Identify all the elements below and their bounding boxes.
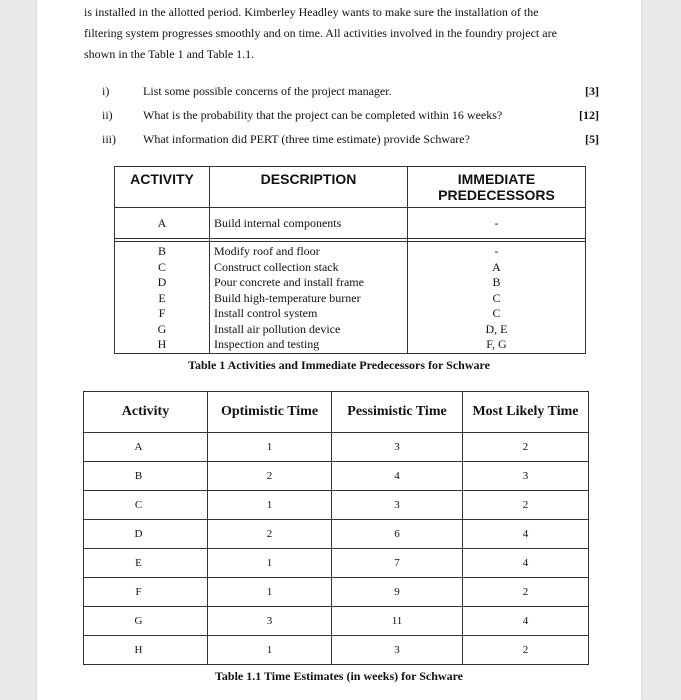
activity-predecessor: A: [492, 259, 501, 274]
activity-predecessor: D, E: [485, 321, 508, 336]
time-estimates-table: [83, 391, 589, 665]
intro-line: filtering system progresses smoothly and on time. All activities involved in the foundry project are: [84, 26, 557, 40]
cell-activity: H: [84, 636, 208, 665]
table-row: [84, 549, 589, 578]
activity-description: Build high-temperature burner: [214, 290, 361, 305]
question-number: iii): [102, 132, 116, 146]
cell-description-list: [210, 242, 408, 354]
table1-caption: Table 1 Activities and Immediate Predecessors for Schware: [188, 358, 490, 372]
cell-activity: A: [84, 433, 208, 462]
cell-activity: D: [84, 520, 208, 549]
activity-description: Pour concrete and install frame: [214, 275, 364, 289]
table-header-row: [84, 392, 589, 433]
cell-most-likely: 2: [463, 433, 589, 462]
header-immediate-predecessors: [408, 167, 586, 208]
activity-description: Install control system: [214, 306, 318, 320]
activity-code: H: [157, 337, 167, 351]
table-row: [84, 578, 589, 607]
intro-paragraph: [84, 2, 604, 65]
cell-pessimistic: 11: [332, 607, 463, 636]
question-number: ii): [102, 108, 113, 122]
table-row: [84, 491, 589, 520]
intro-line: is installed in the allotted period. Kimberley Headley wants to make sure the installation of the: [84, 5, 539, 19]
cell-pessimistic: 3: [332, 491, 463, 520]
activity-code: B: [157, 244, 166, 258]
activity-code: F: [158, 306, 166, 320]
cell-most-likely: 4: [463, 520, 589, 549]
header-activity: Activity: [84, 392, 208, 433]
cell-optimistic: 1: [208, 636, 332, 665]
header-predecessors: PREDECESSORS: [438, 187, 555, 203]
question-text: List some possible concerns of the project manager.: [143, 84, 392, 98]
header-description: DESCRIPTION: [210, 167, 408, 208]
cell-pessimistic: 3: [332, 636, 463, 665]
cell-pessimistic: 6: [332, 520, 463, 549]
question-number: i): [102, 84, 110, 98]
question-text: What information did PERT (three time estimate) provide Schware?: [143, 132, 470, 146]
activity-predecessor: C: [492, 306, 501, 320]
question-item: [37, 84, 641, 102]
cell-activity-list: [115, 242, 210, 354]
cell-activity: A: [115, 208, 210, 239]
cell-activity: F: [84, 578, 208, 607]
cell-description: Build internal components: [210, 208, 408, 239]
question-marks: [12]: [579, 108, 599, 122]
activity-predecessor: B: [492, 275, 501, 289]
cell-activity: C: [84, 491, 208, 520]
cell-optimistic: 1: [208, 578, 332, 607]
activity-code: G: [157, 321, 167, 336]
header-pessimistic-time: Pessimistic Time: [332, 392, 463, 433]
cell-optimistic: 2: [208, 462, 332, 491]
cell-most-likely: 2: [463, 491, 589, 520]
table-row: [115, 208, 586, 239]
question-marks: [3]: [585, 84, 599, 98]
activity-description: Modify roof and floor: [214, 244, 320, 258]
activity-code: C: [157, 259, 166, 274]
cell-optimistic: 2: [208, 520, 332, 549]
activity-predecessor: C: [492, 290, 501, 305]
activity-description: Inspection and testing: [214, 337, 320, 351]
activity-description: Construct collection stack: [214, 259, 339, 274]
activity-predecessor: -: [494, 244, 499, 258]
document-page: [37, 0, 641, 700]
activity-description: Install air pollution device: [214, 321, 341, 336]
cell-optimistic: 1: [208, 433, 332, 462]
cell-optimistic: 3: [208, 607, 332, 636]
cell-most-likely: 2: [463, 578, 589, 607]
activities-table: [114, 166, 586, 354]
header-most-likely-time: Most Likely Time: [463, 392, 589, 433]
table-row: [84, 520, 589, 549]
activity-code: E: [158, 290, 166, 305]
header-optimistic-time: Optimistic Time: [208, 392, 332, 433]
cell-activity: B: [84, 462, 208, 491]
cell-most-likely: 2: [463, 636, 589, 665]
table-row: [84, 462, 589, 491]
question-marks: [5]: [585, 132, 599, 146]
cell-pessimistic: 9: [332, 578, 463, 607]
table-row-group: [115, 242, 586, 354]
question-item: [37, 132, 641, 150]
table-row: [84, 607, 589, 636]
question-text: What is the probability that the project can be completed within 16 weeks?: [143, 108, 503, 122]
table-row: [84, 433, 589, 462]
cell-optimistic: 1: [208, 491, 332, 520]
cell-predecessor-list: [408, 242, 586, 354]
activity-predecessor: F, G: [486, 337, 507, 351]
header-activity: ACTIVITY: [115, 167, 210, 208]
question-item: [37, 108, 641, 126]
cell-most-likely: 4: [463, 607, 589, 636]
activity-code: D: [157, 275, 167, 289]
cell-predecessor: -: [408, 208, 586, 239]
cell-most-likely: 4: [463, 549, 589, 578]
intro-line: shown in the Table 1 and Table 1.1.: [84, 47, 255, 61]
table-row: [84, 636, 589, 665]
header-immediate: IMMEDIATE: [457, 171, 536, 187]
table2-caption: Table 1.1 Time Estimates (in weeks) for Schware: [215, 669, 463, 683]
cell-activity: G: [84, 607, 208, 636]
cell-optimistic: 1: [208, 549, 332, 578]
cell-activity: E: [84, 549, 208, 578]
cell-pessimistic: 7: [332, 549, 463, 578]
cell-most-likely: 3: [463, 462, 589, 491]
table-header-row: [115, 167, 586, 208]
cell-pessimistic: 3: [332, 433, 463, 462]
cell-pessimistic: 4: [332, 462, 463, 491]
